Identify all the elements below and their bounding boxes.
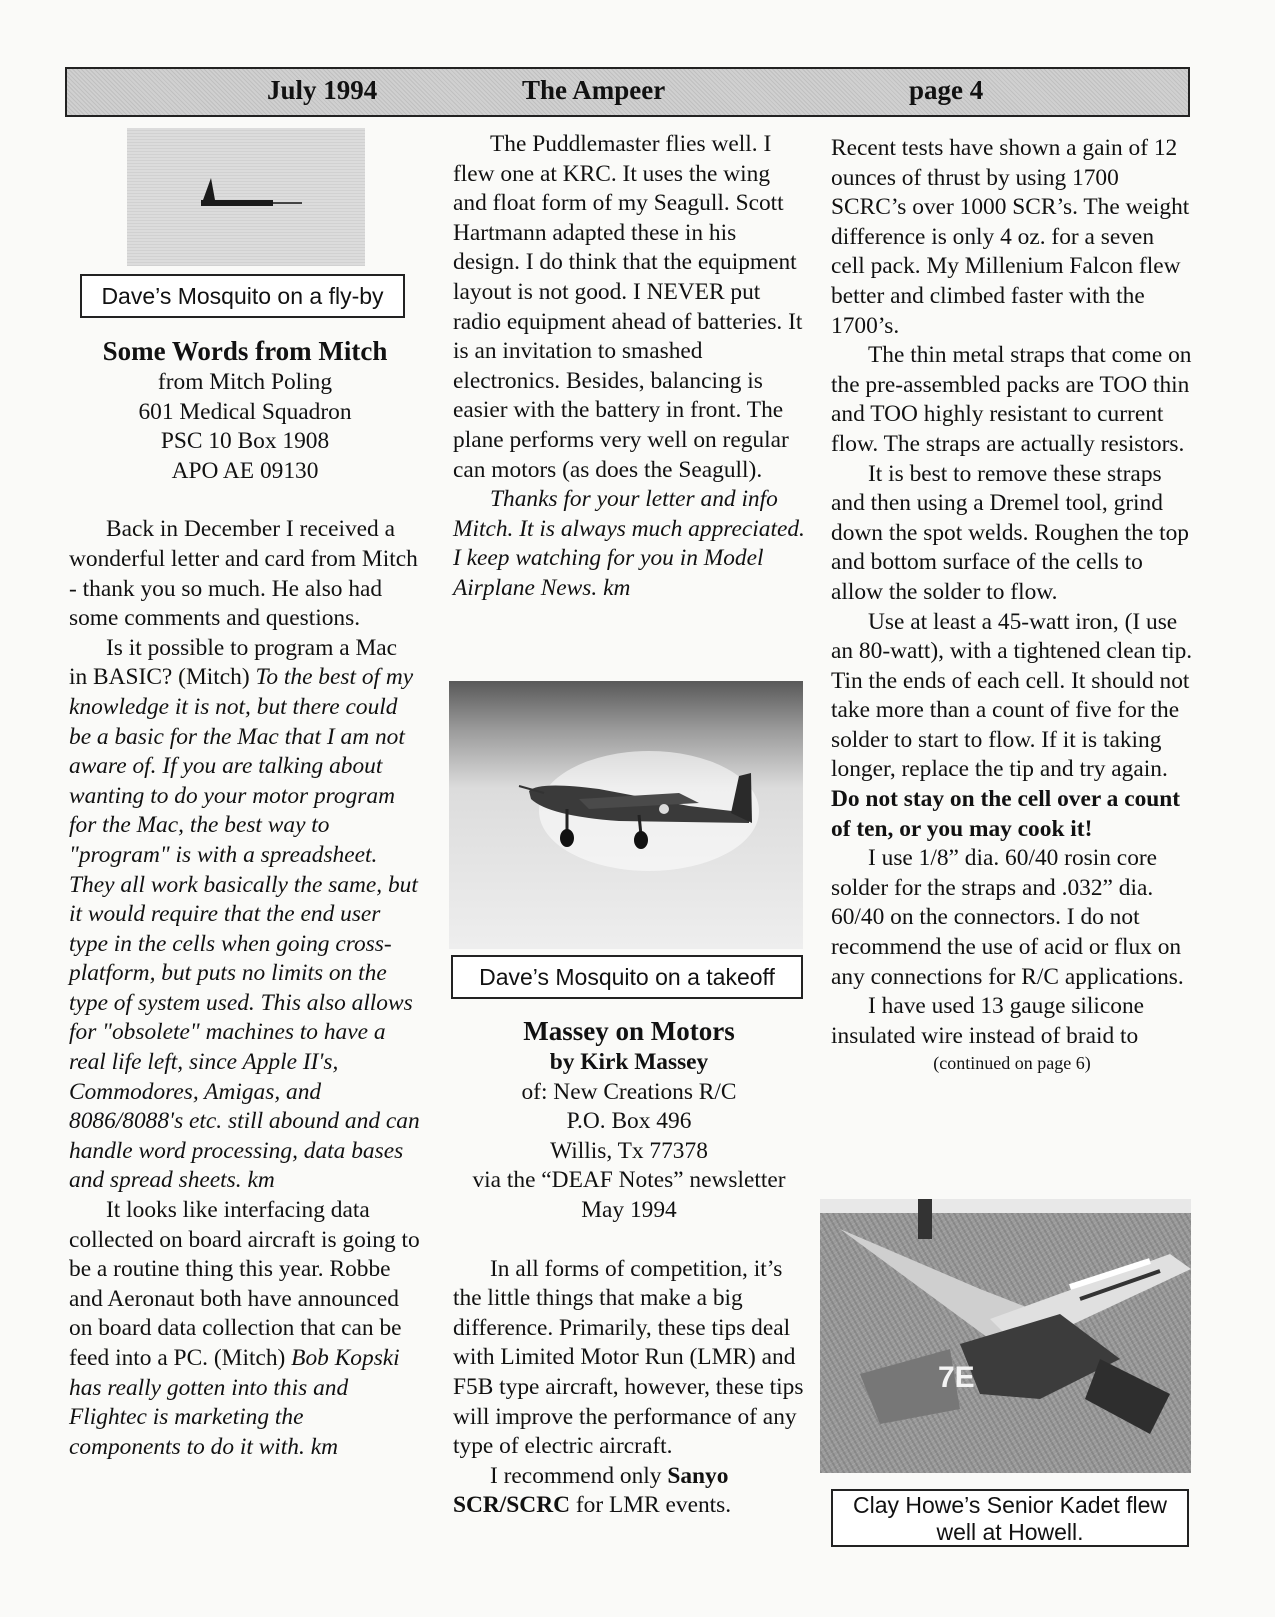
editor-reply: Thanks for your letter and info Mitch. It is always much appreciated. I keep watching for you in Model Airplane News. km bbox=[453, 486, 805, 601]
header-title: The Ampeer bbox=[522, 75, 666, 105]
col3-paragraph-4: Use at least a 45-watt iron, (I use an 80-watt), with a tightened clean tip. Tin the ends of each cell. It should not take more than a count of five for the solder to start to flow. If it is taking longer, replace the tip and try again. Do not stay on the cell over a count of ten, or you may cook it! bbox=[831, 608, 1193, 842]
massey-address-1: of: New Creations R/C bbox=[521, 1078, 737, 1105]
puddlemaster-paragraph: The Puddlemaster flies well. I flew one at KRC. It uses the wing and float form of my Seagull. Scott Hartmann adapted these in his design. I do think that the equipment layout is not good. I NEVER put radio equipment ahead of batteries. It is an invitation to smashed electronics. Besides, balancing is easier with the battery in front. The plane performs very well on regular can motors (as does the Seagull). bbox=[453, 131, 803, 483]
col3-paragraph-5: I use 1/8” dia. 60/40 rosin core solder for the straps and .032” dia. 60/40 on the connectors. I do not recommend the use of acid or flux on any connections for R/C applications. bbox=[831, 845, 1184, 990]
massey-paragraph-1: In all forms of competition, it’s the little things that make a big difference. Primarily, these tips deal with Limited Motor Run (LMR) and F5B type aircraft, however, these tips will improve the performance of any type of electric aircraft. bbox=[453, 1255, 804, 1460]
mitch-paragraph-2: Is it possible to program a Mac in BASIC? (Mitch) To the best of my knowledge it is not, but there could be a basic for the Mac that I am not aware of. If you are talking about wanting to do your motor program for the Mac, the best way to "program" is with a spreadsheet. They all work basically the same, but it would require that the end user type in the cells when going cross-platform, but puts no limits on the type of system used. This also allows for "obsolete" machines to have a real life left, since Apple II's, Commodores, Amigas, and 8086/8088's etc. still abound and can handle word processing, data bases and spread sheets. km bbox=[69, 634, 420, 1194]
col3-paragraph-3: It is best to remove these straps and then using a Dremel tool, grind down the spot welds. Roughen the top and bottom surface of the cells to allow the solder to flow. bbox=[831, 460, 1189, 605]
mitch-title: Some Words from Mitch bbox=[102, 336, 388, 366]
mitch-address-1: from Mitch Poling bbox=[157, 369, 333, 395]
column-2-lower bbox=[453, 1014, 805, 1521]
takeoff-caption: Dave’s Mosquito on a takeoff bbox=[451, 955, 803, 999]
takeoff-plane-graphic bbox=[449, 681, 803, 949]
mitch-paragraph-1: Back in December I received a wonderful letter and card from Mitch - thank you so much. He also had some comments and questions. bbox=[69, 516, 418, 632]
flyby-photo bbox=[127, 128, 365, 266]
column-1 bbox=[69, 334, 421, 1462]
column-3 bbox=[831, 134, 1193, 1075]
continued-note: (continued on page 6) bbox=[933, 1053, 1091, 1074]
column-2 bbox=[453, 130, 805, 604]
massey-address-3: Willis, Tx 77378 bbox=[550, 1137, 708, 1164]
flyby-plane-graphic bbox=[127, 128, 365, 266]
massey-paragraph-2: I recommend only Sanyo SCR/SCRC for LMR events. bbox=[453, 1462, 732, 1519]
massey-byline: by Kirk Massey bbox=[549, 1049, 709, 1075]
page-header bbox=[65, 67, 1190, 117]
header-page: page 4 bbox=[909, 75, 984, 105]
kadet-plane-graphic bbox=[820, 1199, 1191, 1473]
col3-paragraph-2: The thin metal straps that come on the pre-assembled packs are TOO thin and TOO highly resistant to current flow. The straps are actually resistors. bbox=[831, 342, 1192, 457]
mitch-address-2: 601 Medical Squadron bbox=[138, 398, 352, 425]
mitch-address-3: PSC 10 Box 1908 bbox=[160, 428, 330, 455]
massey-address-2: P.O. Box 496 bbox=[566, 1108, 692, 1135]
massey-title: Massey on Motors bbox=[523, 1016, 735, 1046]
kadet-caption: Clay Howe’s Senior Kadet flew well at Howell. bbox=[831, 1489, 1189, 1547]
massey-address-5: May 1994 bbox=[581, 1196, 677, 1223]
flyby-caption: Dave’s Mosquito on a fly-by bbox=[80, 274, 405, 318]
mitch-paragraph-3: It looks like interfacing data collected on board aircraft is going to be a routine thing this year. Robbe and Aeronaut both have announced on board data collection that can be feed into a PC. (Mitch) Bob Kopski has really gotten into this and Flightec is marketing the components to do it with. km bbox=[69, 1197, 420, 1460]
col3-paragraph-6: I have used 13 gauge silicone insulated wire instead of braid to bbox=[831, 993, 1145, 1049]
kadet-decal: 7E bbox=[938, 1361, 975, 1394]
mitch-address-4: APO AE 09130 bbox=[171, 457, 319, 484]
col3-paragraph-1: Recent tests have shown a gain of 12 ounces of thrust by using 1700 SCRC’s over 1000 SCR’s. The weight difference is only 4 oz. for a seven cell pack. My Millenium Falcon flew better and climbed faster with the 1700’s. bbox=[831, 135, 1190, 339]
massey-address-4: via the “DEAF Notes” newsletter bbox=[472, 1167, 786, 1194]
header-date: July 1994 bbox=[267, 75, 378, 105]
kadet-photo bbox=[820, 1199, 1191, 1473]
takeoff-photo bbox=[449, 681, 803, 949]
